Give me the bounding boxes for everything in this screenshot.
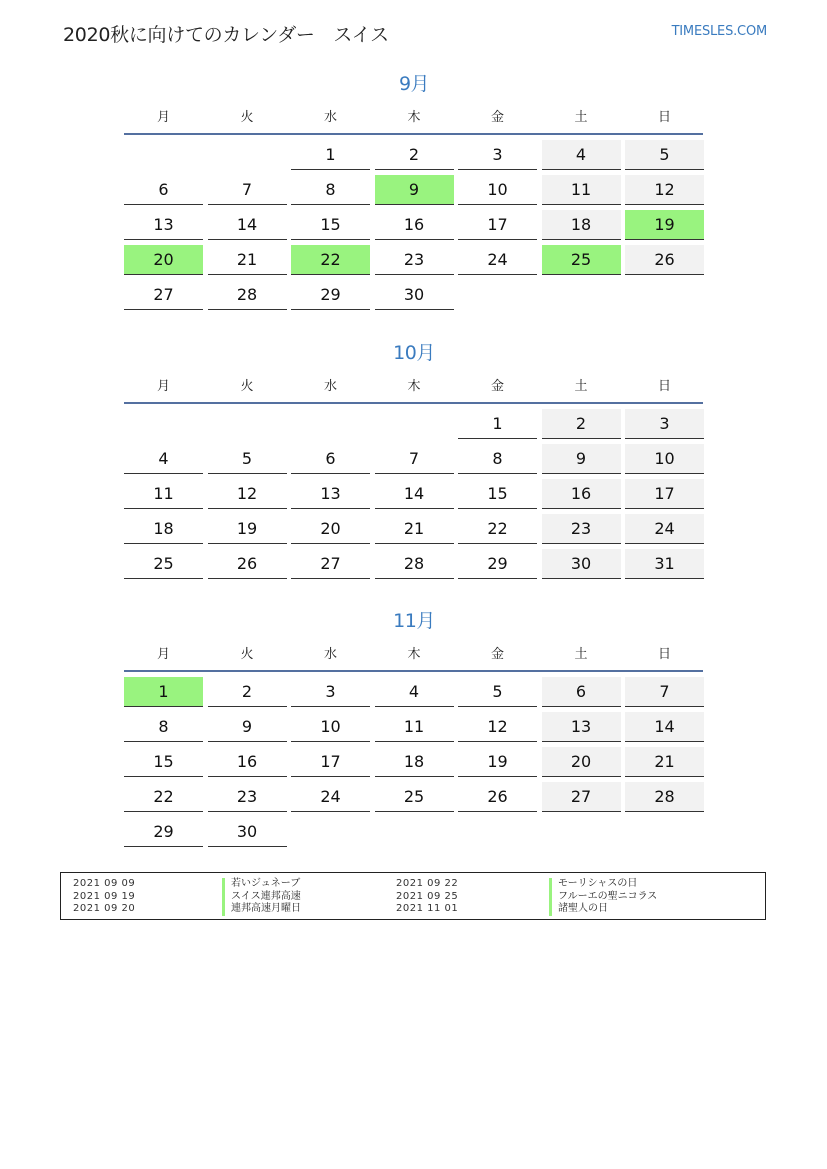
day-cell[interactable]: 30 (375, 280, 454, 310)
day-cell[interactable]: 16 (542, 479, 621, 509)
legend-column-right (396, 878, 726, 916)
day-cell[interactable]: 13 (291, 479, 370, 509)
day-cell[interactable]: 4 (375, 677, 454, 707)
day-cell[interactable]: 16 (375, 210, 454, 240)
legend-row (396, 903, 726, 916)
day-cell[interactable]: 24 (458, 245, 537, 275)
day-cell[interactable]: 11 (542, 175, 621, 205)
holiday-date: 2021 09 25 (396, 890, 459, 902)
day-cell[interactable]: 26 (458, 782, 537, 812)
day-cell[interactable]: 5 (625, 140, 704, 170)
weekday-label: 土 (574, 647, 588, 662)
day-cell[interactable]: 24 (625, 514, 704, 544)
holiday-name: 諸聖人の日 (549, 903, 608, 916)
holiday-day-cell[interactable]: 9 (375, 175, 454, 205)
day-cell[interactable]: 6 (291, 444, 370, 474)
day-cell[interactable]: 17 (291, 747, 370, 777)
day-cell[interactable]: 28 (208, 280, 287, 310)
day-cell[interactable]: 24 (291, 782, 370, 812)
holiday-date: 2021 09 22 (396, 878, 459, 889)
legend-row (396, 878, 726, 891)
day-cell[interactable]: 29 (291, 280, 370, 310)
day-cell[interactable]: 20 (291, 514, 370, 544)
day-cell[interactable]: 22 (458, 514, 537, 544)
day-cell[interactable]: 3 (625, 409, 704, 439)
page-title: 2020秋に向けてのカレンダー スイス (63, 24, 389, 46)
holiday-name: スイス連邦高速 (222, 891, 301, 904)
day-cell[interactable]: 25 (124, 549, 203, 579)
weekday-label: 月 (156, 110, 170, 125)
day-cell[interactable]: 30 (208, 817, 287, 847)
day-cell[interactable]: 2 (375, 140, 454, 170)
day-cell[interactable]: 23 (208, 782, 287, 812)
weekday-header (124, 640, 703, 672)
day-cell[interactable]: 14 (625, 712, 704, 742)
day-cell[interactable]: 11 (124, 479, 203, 509)
weekday-label: 金 (490, 379, 504, 394)
day-cell[interactable]: 23 (542, 514, 621, 544)
holiday-day-cell[interactable]: 20 (124, 245, 203, 275)
day-cell[interactable]: 21 (375, 514, 454, 544)
day-cell[interactable]: 10 (458, 175, 537, 205)
day-cell[interactable]: 14 (208, 210, 287, 240)
month-title: 11月 (393, 610, 435, 632)
weekday-label: 木 (407, 379, 421, 394)
site-brand[interactable]: TIMESLES.COM (671, 24, 767, 39)
weekday-header (124, 103, 703, 135)
empty-cell (208, 409, 287, 439)
day-grid (124, 677, 704, 847)
day-cell[interactable]: 16 (208, 747, 287, 777)
day-cell[interactable]: 30 (542, 549, 621, 579)
empty-cell (124, 409, 203, 439)
empty-cell (375, 409, 454, 439)
day-cell[interactable]: 2 (542, 409, 621, 439)
weekday-label: 日 (657, 379, 671, 394)
day-cell[interactable]: 23 (375, 245, 454, 275)
day-cell[interactable]: 12 (458, 712, 537, 742)
holiday-name: 連邦高速月曜日 (222, 903, 301, 916)
holiday-date: 2021 09 20 (73, 903, 136, 914)
day-cell[interactable]: 6 (542, 677, 621, 707)
day-cell[interactable]: 6 (124, 175, 203, 205)
holiday-day-cell[interactable]: 25 (542, 245, 621, 275)
holiday-name: 若いジュネーブ (222, 878, 300, 891)
day-cell[interactable]: 15 (291, 210, 370, 240)
day-cell[interactable]: 11 (375, 712, 454, 742)
day-cell[interactable]: 17 (625, 479, 704, 509)
holiday-name: モーリシャスの日 (549, 878, 637, 891)
legend-row (73, 891, 373, 904)
day-cell[interactable]: 12 (208, 479, 287, 509)
weekday-label: 水 (323, 647, 337, 662)
month-title: 9月 (398, 73, 430, 95)
day-cell[interactable]: 9 (208, 712, 287, 742)
day-cell[interactable]: 1 (291, 140, 370, 170)
day-cell[interactable]: 17 (458, 210, 537, 240)
day-cell[interactable]: 4 (542, 140, 621, 170)
empty-cell (291, 409, 370, 439)
day-cell[interactable]: 21 (625, 747, 704, 777)
day-cell[interactable]: 3 (458, 140, 537, 170)
day-cell[interactable]: 13 (124, 210, 203, 240)
weekday-label: 月 (156, 379, 170, 394)
weekday-label: 火 (240, 647, 254, 662)
day-cell[interactable]: 18 (124, 514, 203, 544)
day-cell[interactable]: 8 (124, 712, 203, 742)
month-september (124, 69, 704, 310)
holiday-day-cell[interactable]: 22 (291, 245, 370, 275)
day-cell[interactable]: 15 (458, 479, 537, 509)
day-cell[interactable]: 18 (542, 210, 621, 240)
legend-row (396, 891, 726, 904)
day-cell[interactable]: 19 (208, 514, 287, 544)
day-cell[interactable]: 2 (208, 677, 287, 707)
weekday-label: 月 (156, 647, 170, 662)
day-cell[interactable]: 14 (375, 479, 454, 509)
day-cell[interactable]: 26 (208, 549, 287, 579)
weekday-label: 日 (657, 647, 671, 662)
legend-row (73, 878, 373, 891)
day-cell[interactable]: 26 (625, 245, 704, 275)
day-cell[interactable]: 27 (291, 549, 370, 579)
day-cell[interactable]: 29 (458, 549, 537, 579)
day-cell[interactable]: 10 (625, 444, 704, 474)
day-cell[interactable]: 21 (208, 245, 287, 275)
weekday-label: 水 (323, 379, 337, 394)
month-november (124, 606, 704, 847)
holiday-legend (60, 872, 766, 920)
weekday-label: 木 (407, 110, 421, 125)
day-cell[interactable]: 28 (375, 549, 454, 579)
month-october (124, 338, 704, 579)
empty-cell (124, 140, 203, 170)
holiday-name: フルーエの聖ニコラス (549, 891, 657, 904)
day-cell[interactable]: 18 (375, 747, 454, 777)
day-cell[interactable]: 7 (625, 677, 704, 707)
weekday-label: 水 (323, 110, 337, 125)
day-cell[interactable]: 31 (625, 549, 704, 579)
day-cell[interactable]: 20 (542, 747, 621, 777)
day-cell[interactable]: 28 (625, 782, 704, 812)
day-cell[interactable]: 12 (625, 175, 704, 205)
day-cell[interactable]: 15 (124, 747, 203, 777)
day-cell[interactable]: 29 (124, 817, 203, 847)
day-cell[interactable]: 9 (542, 444, 621, 474)
day-grid (124, 409, 704, 579)
day-cell[interactable]: 10 (291, 712, 370, 742)
empty-cell (208, 140, 287, 170)
holiday-date: 2021 09 19 (73, 890, 136, 902)
weekday-label: 金 (490, 110, 504, 125)
day-cell[interactable]: 25 (375, 782, 454, 812)
day-cell[interactable]: 8 (458, 444, 537, 474)
weekday-label: 日 (657, 110, 671, 125)
day-grid (124, 140, 704, 310)
day-cell[interactable]: 7 (375, 444, 454, 474)
day-cell[interactable]: 5 (458, 677, 537, 707)
day-cell[interactable]: 19 (458, 747, 537, 777)
day-cell[interactable]: 22 (124, 782, 203, 812)
holiday-day-cell[interactable]: 1 (124, 677, 203, 707)
weekday-header (124, 372, 703, 404)
holiday-date: 2021 11 01 (396, 903, 459, 914)
day-cell[interactable]: 1 (458, 409, 537, 439)
weekday-label: 金 (490, 647, 504, 662)
day-cell[interactable]: 13 (542, 712, 621, 742)
day-cell[interactable]: 5 (208, 444, 287, 474)
day-cell[interactable]: 27 (124, 280, 203, 310)
holiday-date: 2021 09 09 (73, 878, 136, 889)
day-cell[interactable]: 27 (542, 782, 621, 812)
day-cell[interactable]: 3 (291, 677, 370, 707)
day-cell[interactable]: 7 (208, 175, 287, 205)
weekday-label: 土 (574, 379, 588, 394)
legend-column-left (73, 878, 373, 916)
day-cell[interactable]: 8 (291, 175, 370, 205)
legend-row (73, 903, 373, 916)
weekday-label: 火 (240, 379, 254, 394)
weekday-label: 土 (574, 110, 588, 125)
month-title: 10月 (393, 342, 435, 364)
weekday-label: 木 (407, 647, 421, 662)
holiday-day-cell[interactable]: 19 (625, 210, 704, 240)
weekday-label: 火 (240, 110, 254, 125)
day-cell[interactable]: 4 (124, 444, 203, 474)
